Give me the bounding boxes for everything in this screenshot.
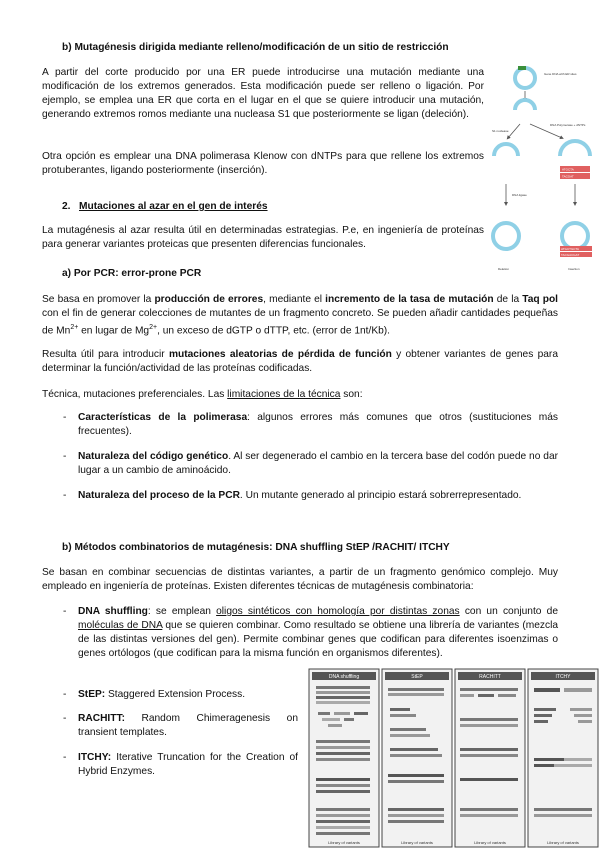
restriction-modification-figure: [490, 66, 600, 276]
section-title-restriction-site: b) Mutagénesis dirigida mediante relleno/modificación de un sitio de restricción: [62, 42, 449, 53]
plasmid-left-open: [494, 144, 518, 156]
list-item-genetic-code: - Naturaleza del código genético. Al ser degenerado el cambio en la tercera base del codón puede no dar lugar a un cambio de aminoácido.: [63, 451, 559, 476]
fig1-seq-insert-bottom: TACGACGAT: [561, 253, 580, 257]
fig1-seq-top-right: ATGCTA: [562, 167, 574, 172]
paragraph-random-mutagenesis: La mutagénesis al azar resulta útil en determinadas estrategias. P.e, en ingeniería de proteínas para generar variantes proteicas que presenten diferencias funcionales.: [42, 225, 484, 250]
paragraph-restriction-2: Otra opción es emplear una DNA polimerasa Klenow con dNTPs para que rellene los extremos protuberantes, ligando posteriormente (inserción).: [42, 151, 484, 176]
panel-rachitt: [455, 669, 525, 847]
fig1-label-insertion: Insertion: [568, 267, 580, 271]
list-item-pcr-process: - Naturaleza del proceso de la PCR. Un mutante generado al principio estará sobrerrepresentado.: [63, 490, 522, 501]
paragraph-restriction-1: A partir del corte producido por una ER puede introducirse una mutación mediante una modificación de los extremos generados. Esta modificación puede ser relleno o ligación. Por ejemplo, se emplea una ER que corta en el lugar en el que se quiere introducir una mutación, generando extremos romos mediante una nucleasa S1 que posteriormente se ligan (deleción).: [42, 67, 484, 120]
paragraph-error-prone-1: Se basa en promover la producción de errores, mediante el incremento de la tasa de mutación de la Taq pol con el fin de generar colecciones de mutantes de un fragmento concreto. Se pueden añadir cantidades pequeñas de $Mn^{2+}$ en lugar de $Mg^{2+}$, un exceso de dGTP o dTTP, etc. (error de 1nt/Kb).: [42, 294, 558, 337]
plasmid-insertion: [562, 223, 588, 249]
caption-step: Library of variants: [401, 840, 433, 845]
panel-title-itchy: ITCHY: [555, 674, 571, 680]
fig1-label-s1: S1 nuclease: [492, 129, 509, 133]
paragraph-combinatorial: Se basan en combinar secuencias de distintas variantes, a partir de un fragmento genómico complejo. Muy empleado en ingeniería de proteínas. Existen diferentes técnicas de mutagénesis combinatoria:: [42, 567, 558, 592]
panel-title-dna-shuffling: DNA shuffling: [328, 674, 360, 680]
fig1-seq-bottom-right: TACGAT: [562, 174, 574, 179]
fig1-seq-insert-top: ATGCTGCTA: [561, 247, 580, 251]
plasmid-right-open: [560, 141, 590, 156]
panel-itchy: [528, 669, 598, 847]
list-item-polymerase: - Características de la polimerasa: algunos errores más comunes que otros (sustituciones más frecuentes).: [63, 412, 559, 437]
list-item-rachitt: - RACHITT: Random Chimeragenesis on transient templates.: [63, 713, 298, 738]
list-item-dna-shuffling: - DNA shuffling: se emplean oligos sintéticos con homología por distintas zonas con un conjunto de moléculas de DNA que se quieren combinar. Como resultado se obtiene una librería de variantes (mezcla de las distintas versiones del gen). Permite combinar genes que codifican para diferentes isoenzimas o genes ortólogos (que codifican para la misma función en organismos diferentes).: [63, 606, 558, 659]
panel-dna-shuffling: [309, 669, 379, 847]
section-title-random-mutations: Mutaciones al azar en el gen de interés: [79, 201, 268, 212]
section-number-2: 2.: [62, 201, 71, 212]
section-title-combinatorial: b) Métodos combinatorios de mutagénesis: DNA shuffling StEP /RACHIT/ ITCHY: [62, 542, 450, 553]
plasmid-open-middle: [515, 100, 535, 110]
section-title-error-prone-pcr: a) Por PCR: error-prone PCR: [62, 268, 202, 279]
fig1-label-gene-dna: Gene DNA with ER sites: [544, 72, 577, 76]
paragraph-limitations: Técnica, mutaciones preferenciales. Las limitaciones de la técnica son:: [42, 389, 363, 400]
fig1-label-deletion: Deletion: [498, 267, 510, 271]
caption-itchy: Library of variants: [547, 840, 579, 845]
panel-step: [382, 669, 452, 847]
combinatorial-methods-figure: [308, 668, 600, 848]
panel-title-rachitt: RACHITT: [479, 674, 501, 680]
list-item-step: - StEP: Staggered Extension Process.: [63, 689, 246, 700]
caption-rachitt: Library of variants: [474, 840, 506, 845]
caption-dna-shuffling: Library of variants: [328, 840, 360, 845]
paragraph-error-prone-2: Resulta útil para introducir mutaciones aleatorias de pérdida de función y obtener variantes de genes para determinar la función/actividad de las proteínas codificadas.: [42, 349, 558, 374]
panel-title-step: StEP: [411, 674, 423, 680]
fig1-label-polymerase: DNA Polymerase + dNTPs: [550, 123, 586, 127]
fig1-label-ligase-left: DNA ligase: [512, 193, 527, 197]
plasmid-deletion: [493, 223, 519, 249]
list-item-itchy: - ITCHY: Iterative Truncation for the Creation of Hybrid Enzymes.: [63, 752, 298, 777]
plasmid-circle-top: [515, 68, 535, 88]
